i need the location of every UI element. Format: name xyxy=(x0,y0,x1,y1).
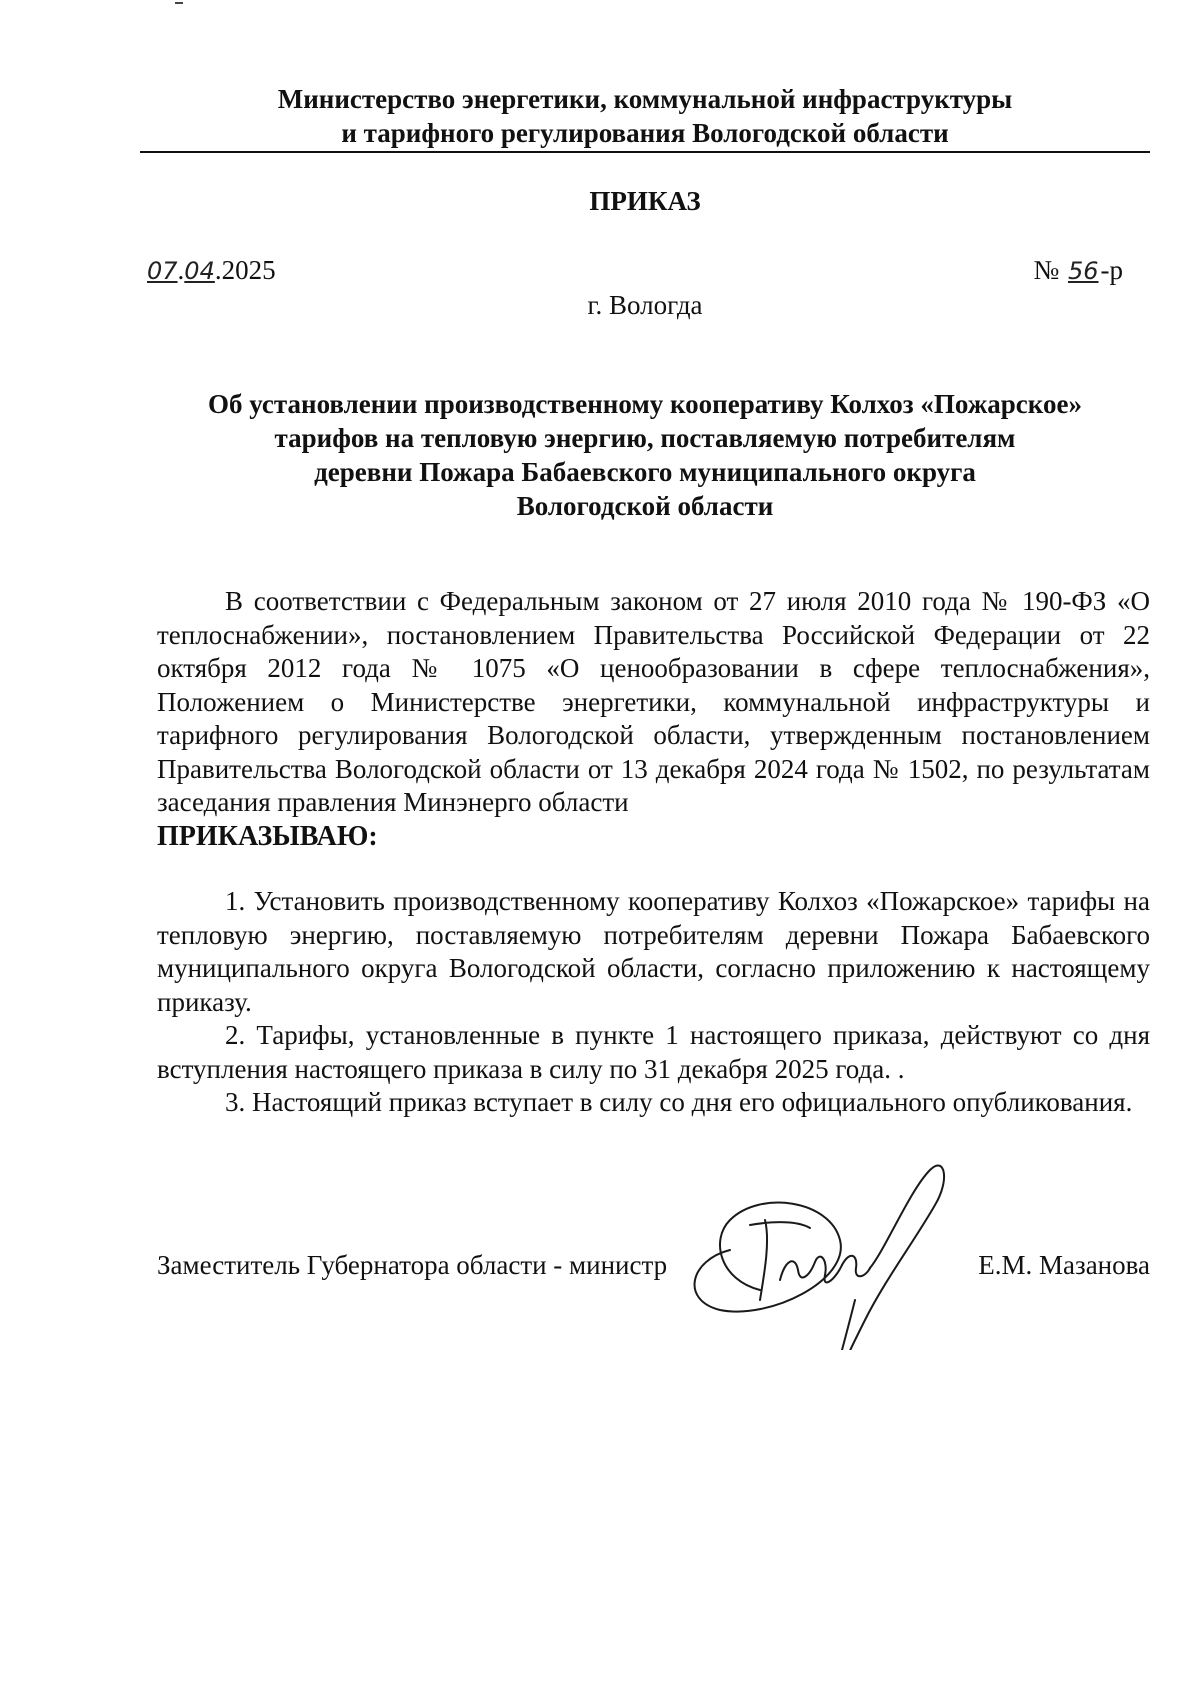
order-item-2: 2. Тарифы, установленные в пункте 1 настоящего приказа, действуют со дня вступления настоящего приказа в силу по 31 декабря 2025 года. . xyxy=(157,1020,1150,1084)
ministry-header-line-2: и тарифного регулирования Вологодской области xyxy=(341,118,949,148)
date-month: 04 xyxy=(184,257,215,285)
date-year: .2025 xyxy=(214,255,276,285)
header-divider xyxy=(140,151,1150,153)
order-item-1: 1. Установить производственному кооперативу Колхоз «Пожарское» тарифы на тепловую энергию, поставляемую потребителям деревни Пожара Бабаевского муниципального округа Вологодской области, согласно приложению к настоящему приказу. xyxy=(157,886,1150,1017)
number-prefix: № xyxy=(1033,255,1066,285)
subject-line-3: деревни Пожара Бабаевского муниципального округа xyxy=(314,457,976,487)
city-line: г. Вологда xyxy=(587,290,703,320)
subject-line-1: Об установлении производственному кооперативу Колхоз «Пожарское» xyxy=(208,389,1082,419)
ministry-header xyxy=(140,82,1150,150)
subject-line-4: Вологодской области xyxy=(516,491,774,521)
signer-name: Е.М. Мазанова xyxy=(978,1250,1150,1280)
number-value: 56 xyxy=(1067,257,1099,285)
order-item-3: 3. Настоящий приказ вступает в силу со дня его официального опубликования. xyxy=(225,1087,1133,1117)
document-title: ПРИКАЗ xyxy=(589,186,701,216)
order-subject xyxy=(140,387,1150,523)
scan-artifact xyxy=(175,2,183,4)
signer-position: Заместитель Губернатора области - министр xyxy=(157,1250,668,1280)
number-suffix: -р xyxy=(1100,255,1123,285)
subject-line-2: тарифов на тепловую энергию, поставляемую потребителям xyxy=(274,423,1016,453)
ministry-header-line-1: Министерство энергетики, коммунальной инфраструктуры xyxy=(277,84,1013,114)
date-day: 07 xyxy=(147,257,178,285)
handwritten-signature xyxy=(670,1150,970,1350)
order-date: 07.04.2025 xyxy=(147,255,276,285)
order-number xyxy=(1033,255,1123,286)
preamble-paragraph: В соответствии с Федеральным законом от 27 июля 2010 года № 190-ФЗ «О теплоснабжении», постановлением Правительства Российской Федерации от 22 октября 2012 года № 1075 «О ценообразовании в сфере теплоснабжения», Положением о Министерстве энергетики, коммунальной инфраструктуры и тарифного регулирования Вологодской области, утвержденным постановлением Правительства Вологодской области от 13 декабря 2024 года № 1502, по результатам заседания правления Минэнерго области xyxy=(157,586,1150,817)
order-items xyxy=(157,885,1150,1120)
order-word: ПРИКАЗЫВАЮ: xyxy=(157,821,378,852)
